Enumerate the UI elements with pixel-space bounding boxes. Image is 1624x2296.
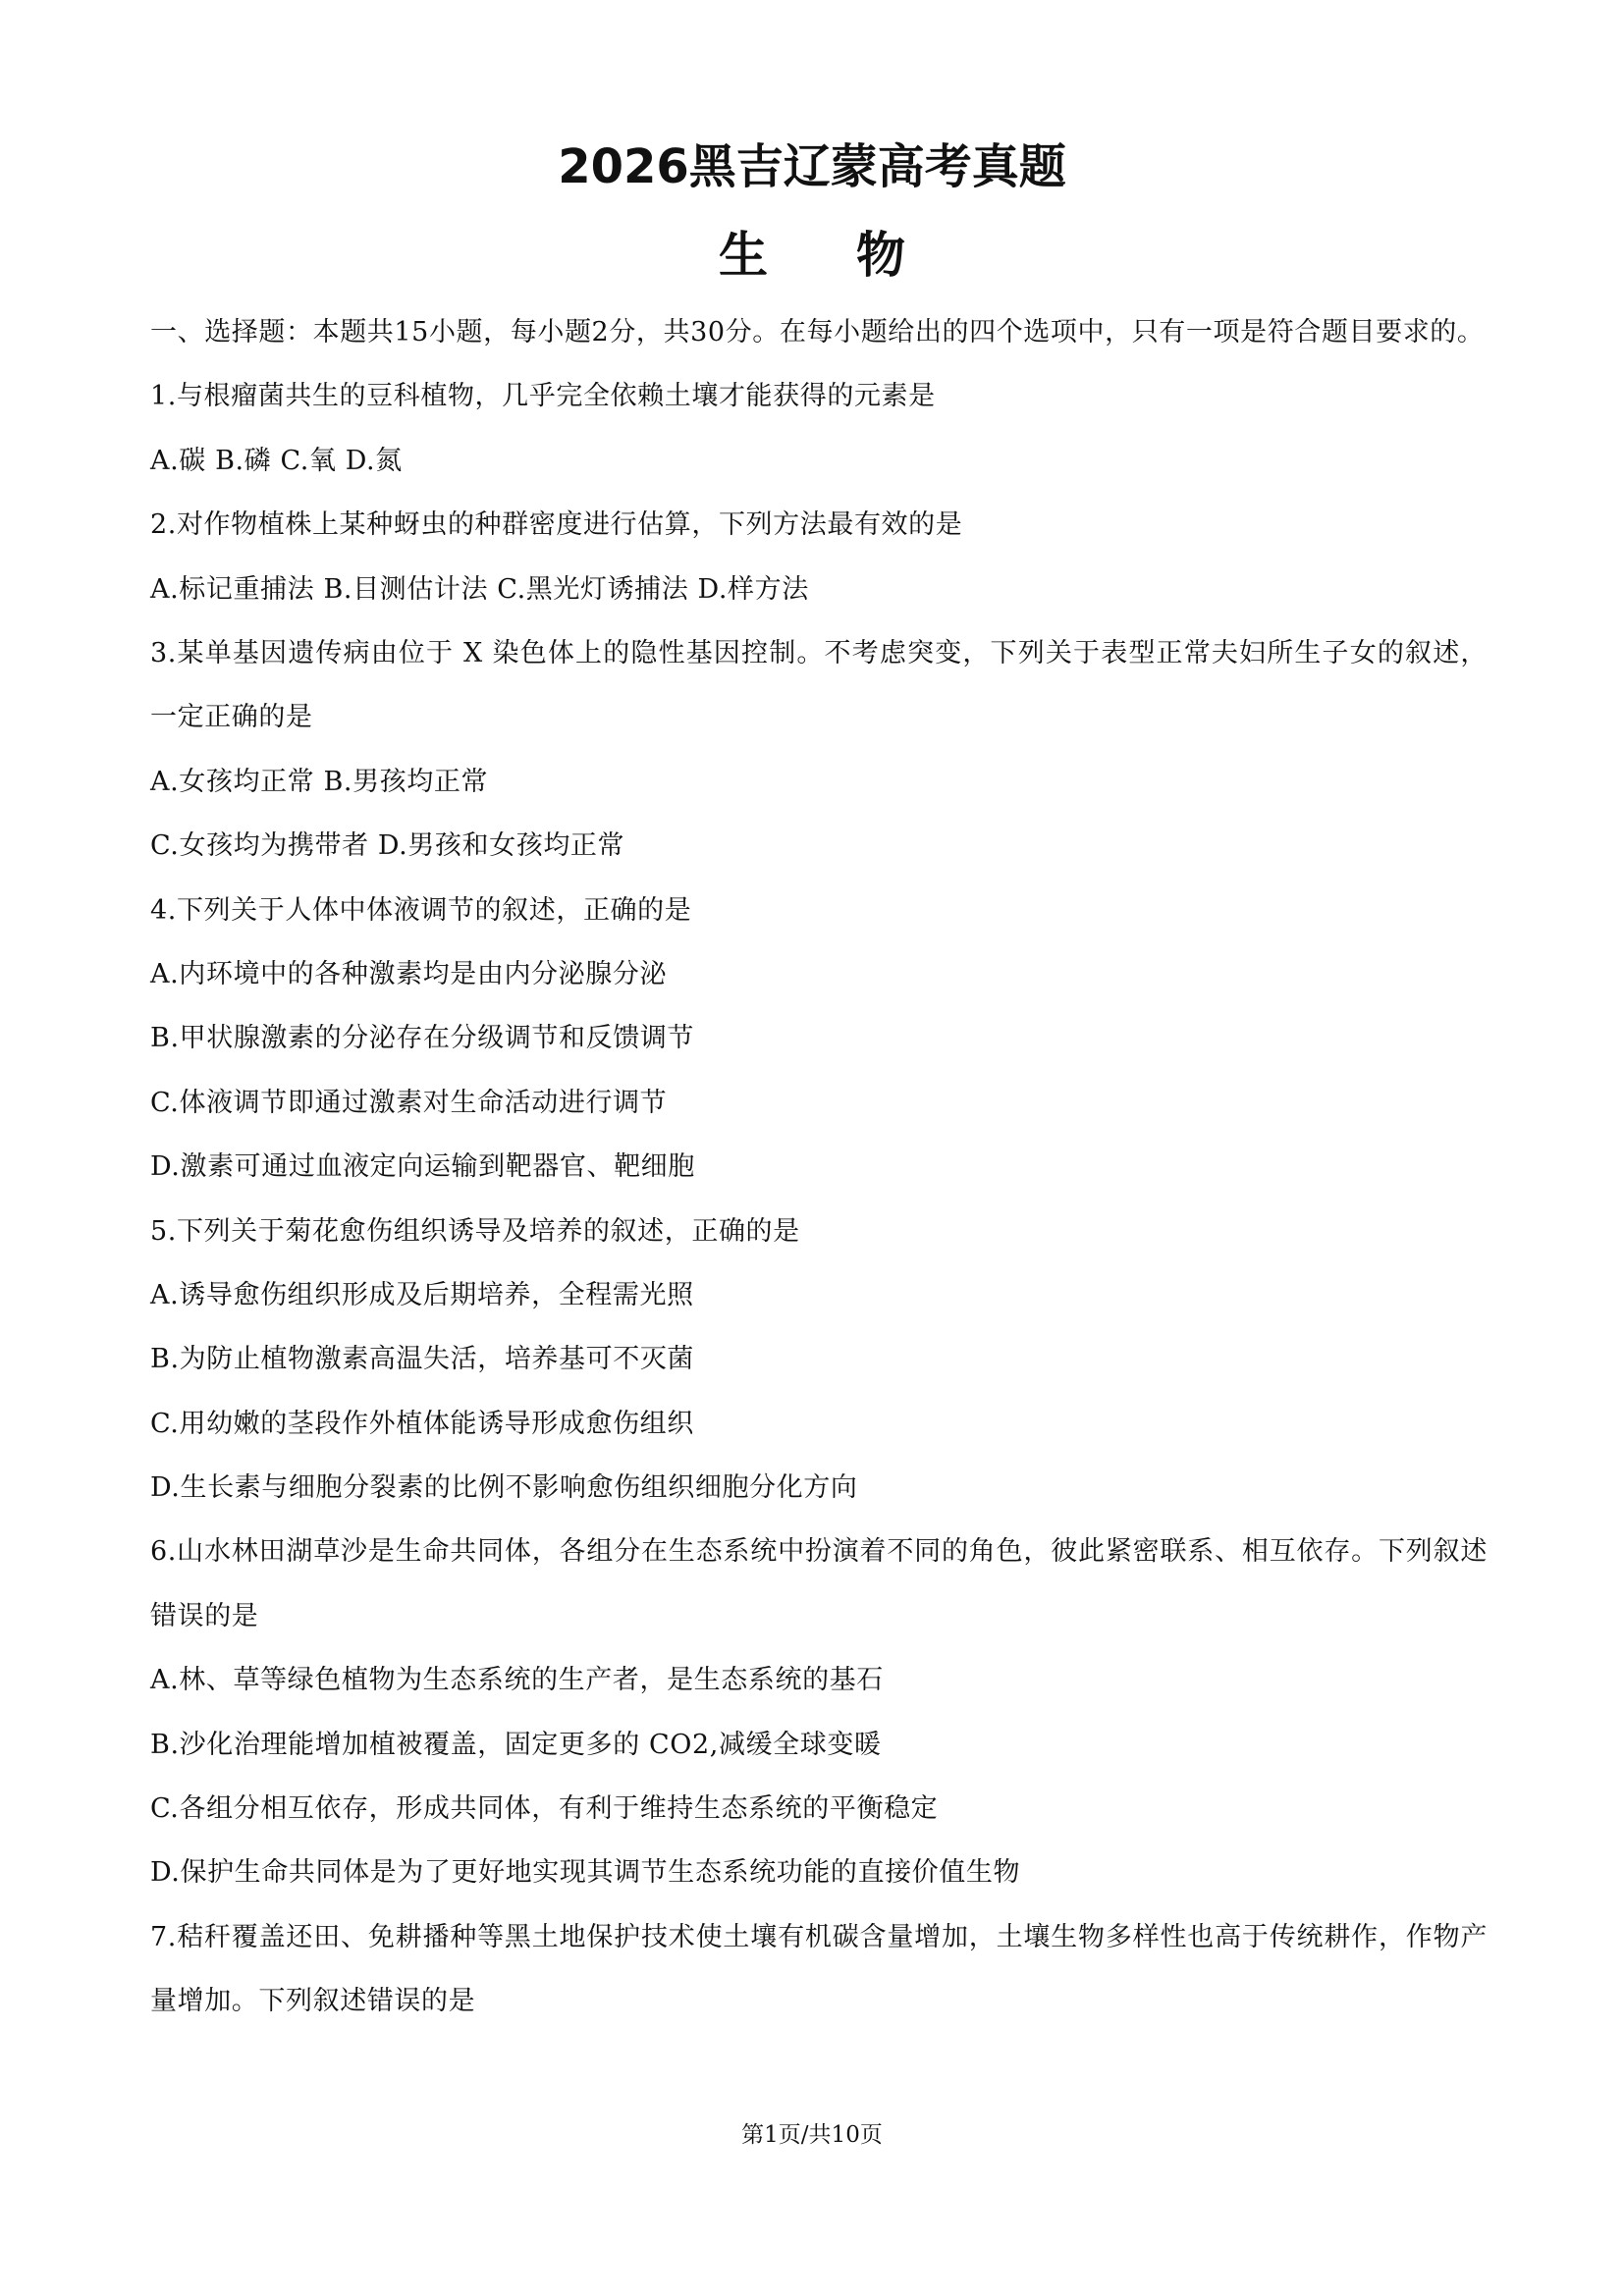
question-5-option-a: A.诱导愈伤组织形成及后期培养，全程需光照 <box>150 1279 694 1310</box>
question-7-stem: 7.秸秆覆盖还田、免耕播种等黑土地保护技术使土壤有机碳含量增加，土壤生物多样性也高于传统耕作，作物产量增加。下列叙述错误的是 <box>150 1921 1488 2017</box>
question-4-option-d: D.激素可通过血液定向运输到靶器官、靶细胞 <box>150 1151 695 1183</box>
question-2-stem: 2.对作物植株上某种蚜虫的种群密度进行估算，下列方法最有效的是 <box>150 509 963 541</box>
question-3-options-row-1: A.女孩均正常 B.男孩均正常 <box>150 766 489 797</box>
exam-title: 2026黑吉辽蒙高考真题 <box>558 139 1066 194</box>
question-4-option-b: B.甲状腺激素的分泌存在分级调节和反馈调节 <box>150 1023 695 1054</box>
question-3-stem: 3.某单基因遗传病由位于 X 染色体上的隐性基因控制。不考虑突变，下列关于表型正常夫妇所生子女的叙述，一定正确的是 <box>150 637 1488 733</box>
question-5-option-d: D.生长素与细胞分裂素的比例不影响愈伤组织细胞分化方向 <box>150 1472 858 1504</box>
question-5-stem: 5.下列关于菊花愈伤组织诱导及培养的叙述，正确的是 <box>150 1215 800 1247</box>
question-1-stem: 1.与根瘤菌共生的豆科植物，几乎完全依赖土壤才能获得的元素是 <box>150 381 936 412</box>
question-5-option-c: C.用幼嫩的茎段作外植体能诱导形成愈伤组织 <box>150 1408 694 1439</box>
question-6-option-a: A.林、草等绿色植物为生态系统的生产者，是生态系统的基石 <box>150 1665 884 1696</box>
page-body <box>150 300 1488 2034</box>
question-4-stem: 4.下列关于人体中体液调节的叙述，正确的是 <box>150 894 692 926</box>
question-2-options: A.标记重捕法 B.目测估计法 C.黑光灯诱捕法 D.样方法 <box>150 573 809 605</box>
question-4-option-a: A.内环境中的各种激素均是由内分泌腺分泌 <box>150 958 668 989</box>
question-3-options-row-2: C.女孩均为携带者 D.男孩和女孩均正常 <box>150 830 625 862</box>
question-4-option-c: C.体液调节即通过激素对生命活动进行调节 <box>150 1087 668 1118</box>
question-6-option-c: C.各组分相互依存，形成共同体，有利于维持生态系统的平衡稳定 <box>150 1793 939 1825</box>
page-footer: 第1页/共10页 <box>741 2122 883 2148</box>
question-6-stem: 6.山水林田湖草沙是生命共同体，各组分在生态系统中扮演着不同的角色，彼此紧密联系、相互依存。下列叙述错误的是 <box>150 1536 1488 1631</box>
question-6-option-d: D.保护生命共同体是为了更好地实现其调节生态系统功能的直接价值生物 <box>150 1857 1021 1889</box>
question-6-option-b: B.沙化治理能增加植被覆盖，固定更多的 CO2,减缓全球变暖 <box>150 1729 882 1760</box>
question-1-options: A.碳 B.磷 C.氧 D.氮 <box>150 445 403 476</box>
subject-title: 生物 <box>719 227 994 284</box>
section-header: 一、选择题：本题共15小题，每小题2分，共30分。在每小题给出的四个选项中，只有一项是符合题目要求的。 <box>150 317 1485 347</box>
question-5-option-b: B.为防止植物激素高温失活，培养基可不灭菌 <box>150 1344 695 1375</box>
